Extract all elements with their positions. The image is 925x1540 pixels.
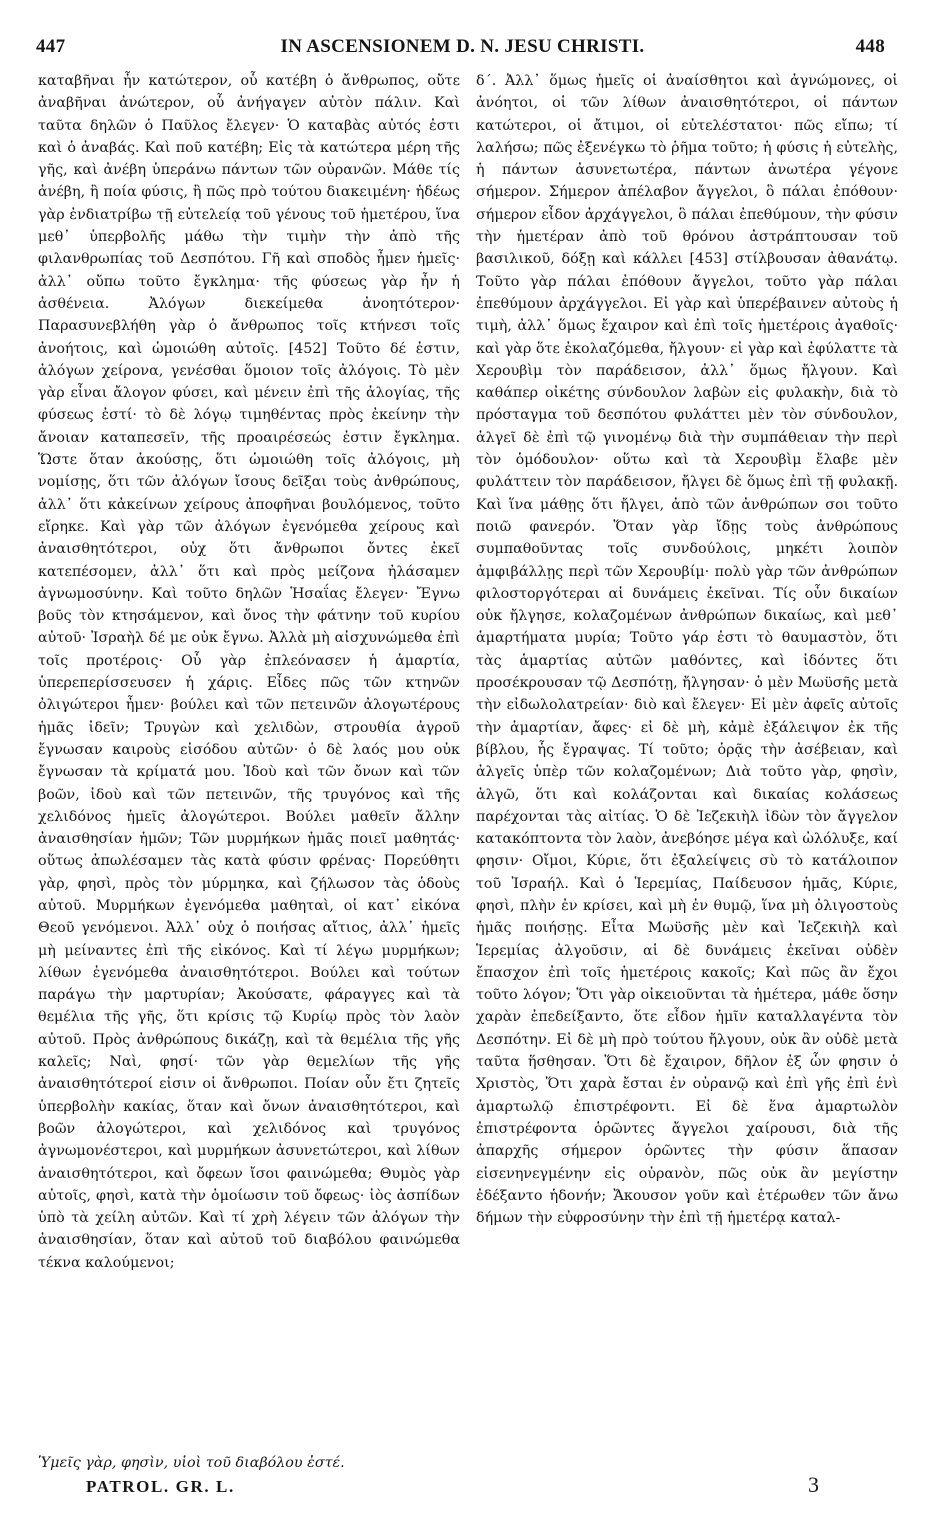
printer-signature: PATROL. GR. L.	[86, 1477, 235, 1496]
page-number-right: 448	[855, 36, 885, 57]
right-column-text: δ΄. Ἀλλ᾽ ὅμως ἡμεῖς οἱ ἀναίσθητοι καὶ ἀγνώμονες, οἱ ἀνόητοι, οἱ τῶν λίθων ἀναισθητότεροι, οἱ πάντων κατώτεροι, οἱ ἄτιμοι, οἱ εὐτελέστατοι· πῶς εἴπω; τί λαλήσω; πῶς ἐξενέγκω τὸ ῥῆμα τοῦτο; ἡ φύσις ἡ εὐτελὴς, ἡ πάντων ἀσυνετωτέρα, πάντων ἀνωτέρα γέγονε σήμερον. Σήμερον ἀπέλαβον ἄγγελοι, ὃ πάλαι ἐπόθουν· σήμερον εἶδον ἀρχάγγελοι, ὃ πάλαι ἐπεθύμουν, τὴν φύσιν τὴν ἡμετέραν ἀπὸ τοῦ θρόνου ἀστράπτουσαν τοῦ βασιλικοῦ, δόξῃ καὶ κάλλει [453] στίλβουσαν ἀθανάτῳ. Τοῦτο γὰρ πάλαι ἐπόθουν ἄγγελοι, τοῦτο γὰρ πάλαι ἐπεθύμουν ἀρχάγγελοι. Εἰ γὰρ καὶ ὑπερέβαινεν αὐτοὺς ἡ τιμὴ, ἀλλ᾽ ὅμως ἔχαιρον καὶ ἐπὶ τοῖς ἡμετέροις ἀγαθοῖς· καὶ γὰρ ὅτε ἐκολαζόμεθα, ἤλγουν· εἰ γὰρ καὶ ἐφύλαττε τὰ Χερουβὶμ τὸν παράδεισον, ἀλλ᾽ ὅμως ἤλγουν. Καὶ καθάπερ οἰκέτης σύνδουλον λαβὼν εἰς φυλακὴν, διὰ τὸ πρόσταγμα τοῦ δεσπότου φυλάττει μὲν τὸν σύνδουλον, ἀλγεῖ δὲ ἐπὶ τῷ γινομένῳ διὰ τὴν συμπάθειαν τὴν περὶ τὸν ὁμόδουλον· οὕτω καὶ τὰ Χερουβὶμ ἔλαβε μὲν φυλάττειν τὸν παράδεισον, ἤλγει δὲ ὅμως ἐπὶ τῇ φυλακῇ. Καὶ ἵνα μάθῃς ὅτι ἤλγει, ἀπὸ τῶν ἀνθρώπων σοι τοῦτο ποιῶ φανερόν. Ὅταν γὰρ ἴδῃς τοὺς ἀνθρώπους συμπαθοῦντας τοῖς συνδούλοις, μηκέτι λοιπὸν ἀμφιβάλλῃς περὶ τῶν Χερουβίμ· πολὺ γὰρ τῶν ἀνθρώπων φιλοστοργότεραι αἱ δυνάμεις ἐκεῖναι. Τίς οὖν δικαίων οὐκ ἤλγησε, κολαζομένων ἀνθρώπων δικαίως, καὶ μεθ᾽ ἁμαρτήματα μυρία; Τοῦτο γάρ ἐστι τὸ θαυμαστὸν, ὅτι τὰς ἁμαρτίας αὐτῶν μαθόντες, καὶ ἰδόντες ὅτι προσέκρουσαν τῷ Δεσπότῃ, ἤλγησαν· ὁ μὲν Μωϋσῆς μετὰ τὴν εἰδωλολατρείαν· διὸ καὶ ἔλεγεν· Εἰ μὲν ἀφεῖς αὐτοῖς τὴν ἁμαρτίαν, ἄφες· εἰ δὲ μὴ, κἀμὲ ἐξάλειψον ἐκ τῆς βίβλου, ἧς ἔγραψας. Τί τοῦτο; ὁρᾷς τὴν ἀσέβειαν, καὶ ἀλγεῖς ὑπὲρ τῶν κολαζομένων; Διὰ τοῦτο γὰρ, φησὶν, ἀλγῶ, ὅτι καὶ κολάζονται καὶ δικαίας κολάσεως παρέχονται τὰς αἰτίας. Ὁ δὲ Ἰεζεκιὴλ ἰδὼν τὸν ἄγγελον κατακόπτοντα τὸν λαὸν, ἀνεβόησε μέγα καὶ ὠλόλυξε, καί φησιν· Οἴμοι, Κύριε, ὅτι ἐξαλείψεις σὺ τὸ κατάλοιπον τοῦ Ἰσραήλ. Καὶ ὁ Ἱερεμίας, Παίδευσον ἡμᾶς, Κύριε, φησὶ, πλὴν ἐν κρίσει, καὶ μὴ ἐν θυμῷ, ἵνα μὴ ὀλιγοστοὺς ἡμᾶς ποιήσῃς. Εἶτα Μωϋσῆς μὲν καὶ Ἰεζεκιὴλ καὶ Ἱερεμίας ἀλγοῦσιν, αἱ δὲ δυνάμεις ἐκεῖναι οὐδὲν ἔπασχον ἐπὶ τοῖς ἡμετέροις κακοῖς; Καὶ πῶς ἂν ἔχοι τοῦτο λόγον; Ὅτι γὰρ οἰκειοῦνται τὰ ἡμέτερα, μάθε ὅσην χαρὰν ἐπεδείξαντο, ὅτε εἶδον ἡμῖν καταλλαγέντα τὸν Δεσπότην. Εἰ δὲ μὴ πρὸ τούτου ἤλγουν, οὐκ ἂν οὐδὲ μετὰ ταῦτα ἥσθησαν. Ὅτι δὲ ἔχαιρον, δῆλον ἐξ ὧν φησιν ὁ Χριστὸς, Ὅτι χαρὰ ἔσται ἐν οὐρανῷ καὶ ἐπὶ γῆς ἐπὶ ἑνὶ ἁμαρτωλῷ ἐπιστρέφοντι. Εἰ δὲ ἕνα ἁμαρτωλὸν ἐπιστρέφοντα ὁρῶντες ἄγγελοι χαίρουσι, διὰ τῆς ἀπαρχῆς σήμερον ὁρῶντες τὴν φύσιν ἅπασαν εἰσενηνεγμένην εἰς οὐρανὸν, πῶς οὐκ ἂν μεγίστην ἐδέξαντο ἡδονήν; Ἄκουσον γοῦν καὶ ἑτέρωθεν τῶν ἄνω δήμων τὴν εὐφροσύνην τὴν ἐπὶ τῇ ἡμετέρᾳ καταλ-	[476, 73, 898, 1227]
right-column	[476, 70, 898, 1450]
gathering-mark: 3	[808, 1472, 819, 1497]
running-title: IN ASCENSIONEM D. N. JESU CHRISTI.	[280, 36, 645, 57]
left-column-text: καταβῆναι ἦν κατώτερον, οὗ κατέβη ὁ ἄνθρωπος, οὔτε ἀναβῆναι ἀνώτερον, οὗ ἀνήγαγεν αὐτὸν πάλιν. Καὶ ταῦτα δηλῶν ὁ Παῦλος ἔλεγεν· Ὁ καταβὰς αὐτός ἐστι καὶ ὁ ἀναβάς. Καὶ ποῦ κατέβη; Εἰς τὰ κατώτερα μέρη τῆς γῆς, καὶ ἀνέβη ὑπεράνω πάντων τῶν οὐρανῶν. Μάθε τίς ἀνέβη, ἢ ποία φύσις, ἢ πῶς πρὸ τούτου διακειμένη· ἡδέως γὰρ ἐνδιατρίβω τῇ εὐτελείᾳ τοῦ γένους τοῦ ἡμετέρου, ἵνα μεθ᾽ ὑπερβολῆς μάθω τὴν τιμὴν τὴν ἀπὸ τῆς φιλανθρωπίας τοῦ Δεσπότου. Γῆ καὶ σποδὸς ἦμεν ἡμεῖς· ἀλλ᾽ οὔπω τοῦτο ἔγκλημα· τῆς φύσεως γὰρ ἦν ἡ ἀσθένεια. Ἀλόγων διεκείμεθα ἀνοητότερον· Παρασυνεβλήθη γὰρ ὁ ἄνθρωπος τοῖς κτήνεσι τοῖς ἀνοήτοις, καὶ ὡμοιώθη αὐτοῖς. [452] Τοῦτο δέ ἐστιν, ἀλόγων χείρονα, γενέσθαι ὅμοιον τοῖς ἀλόγοις. Τὸ μὲν γὰρ εἶναι ἄλογον φύσει, καὶ μένειν ἐπὶ τῆς ἀλογίας, τῆς φύσεως ἐστί· τὸ δὲ λόγῳ τιμηθέντας πρὸς ἐκείνην τὴν ἄνοιαν καταπεσεῖν, τῆς προαιρέσεώς ἐστιν ἔγκλημα. Ὥστε ὅταν ἀκούσῃς, ὅτι ὡμοιώθη τοῖς ἀλόγοις, μὴ νομίσῃς, ὅτι τῶν ἀλόγων ἴσους δεῖξαι τοὺς ἀνθρώπους, ἀλλ᾽ ὅτι κἀκείνων χείρους ἀποφῆναι βουλόμενος, τοῦτο εἴρηκε. Καὶ γὰρ τῶν ἀλόγων ἐγενόμεθα χείρους καὶ ἀναισθητότεροι, οὐχ ὅτι ἄνθρωποι ὄντες ἐκεῖ κατεπέσομεν, ἀλλ᾽ ὅτι καὶ πρὸς μείζονα ἠλάσαμεν ἀγνωμοσύνην. Καὶ τοῦτο δηλῶν Ἡσαΐας ἔλεγεν· Ἔγνω βοῦς τὸν κτησάμενον, καὶ ὄνος τὴν φάτνην τοῦ κυρίου αὐτοῦ· Ἰσραὴλ δέ με οὐκ ἔγνω. Ἀλλὰ μὴ αἰσχυνώμεθα ἐπὶ τοῖς προτέροις· Οὗ γὰρ ἐπλεόνασεν ἡ ἁμαρτία, ὑπερεπερίσσευσεν ἡ χάρις. Εἶδες πῶς τῶν κτηνῶν ὀλιγώτεροι ἦμεν· βούλει καὶ τῶν πετεινῶν ἀλογωτέρους ἡμᾶς ἰδεῖν; Τρυγὼν καὶ χελιδὼν, στρουθία ἀγροῦ ἔγνωσαν καιροὺς εἰσόδου αὐτῶν· ὁ δὲ λαός μου οὐκ ἔγνωσαν τὰ κρίματά μου. Ἰδοὺ καὶ τῶν ὄνων καὶ τῶν βοῶν, ἰδοὺ καὶ τῶν πετεινῶν, τῆς τρυγόνος καὶ τῆς χελιδόνος ἡμεῖς ἀλογώτεροι. Βούλει μαθεῖν ἄλλην ἀναισθησίαν ἡμῶν; Τῶν μυρμήκων ἡμᾶς ποιεῖ μαθητάς· οὕτως ἀπωλέσαμεν τὰς κατὰ φύσιν φρένας· Πορεύθητι γὰρ, φησὶ, πρὸς τὸν μύρμηκα, καὶ ζήλωσον τὰς ὁδοὺς αὐτοῦ. Μυρμήκων ἐγενόμεθα μαθηταὶ, οἱ κατ᾽ εἰκόνα Θεοῦ γενόμενοι. Ἀλλ᾽ οὐχ ὁ ποιήσας αἴτιος, ἀλλ᾽ ἡμεῖς μὴ μείναντες ἐπὶ τῆς εἰκόνος. Καὶ τί λέγω μυρμήκων; λίθων ἐγενόμεθα ἀναισθητότεροι. Βούλει καὶ τούτων παράγω τὴν μαρτυρίαν; Ἀκούσατε, φάραγγες καὶ τὰ θεμέλια τῆς γῆς, ὅτι κρίσις τῷ Κυρίῳ πρὸς τὸν λαὸν αὐτοῦ. Πρὸς ἀνθρώπους δικάζῃ, καὶ τὰ θεμέλια τῆς γῆς καλεῖς; Ναὶ, φησί· τῶν γὰρ θεμελίων τῆς γῆς ἀναισθητότεροί εἰσιν οἱ ἄνθρωποι. Ποίαν οὖν ἔτι ζητεῖς ὑπερβολὴν κακίας, ὅταν καὶ ὄνων ἀναισθητότεροι, καὶ βοῶν ἀλογώτεροι, καὶ χελιδόνος καὶ τρυγόνος ἀγνωμονέστεροι, καὶ μυρμήκων ἀσυνετώτεροι, καὶ λίθων ἀναισθητότεροι, καὶ ὄφεων ἴσοι φαινώμεθα; Θυμὸς γὰρ αὐτοῖς, φησὶ, κατὰ τὴν ὁμοίωσιν τοῦ ὄφεως· ἰὸς ἀσπίδων ὑπὸ τὰ χείλη αὐτῶν. Καὶ τί χρὴ λέγειν τῶν ἀλόγων τὴν ἀναισθησίαν, ὅταν καὶ αὐτοῦ τοῦ διαβόλου φαινώμεθα τέκνα καλούμενοι;	[38, 73, 460, 1271]
left-column-closing-line: Ὑμεῖς γὰρ, φησὶν, υἱοὶ τοῦ διαβόλου ἐστέ.	[38, 1455, 345, 1471]
page-number-left: 447	[36, 36, 66, 57]
left-column	[38, 70, 460, 1450]
